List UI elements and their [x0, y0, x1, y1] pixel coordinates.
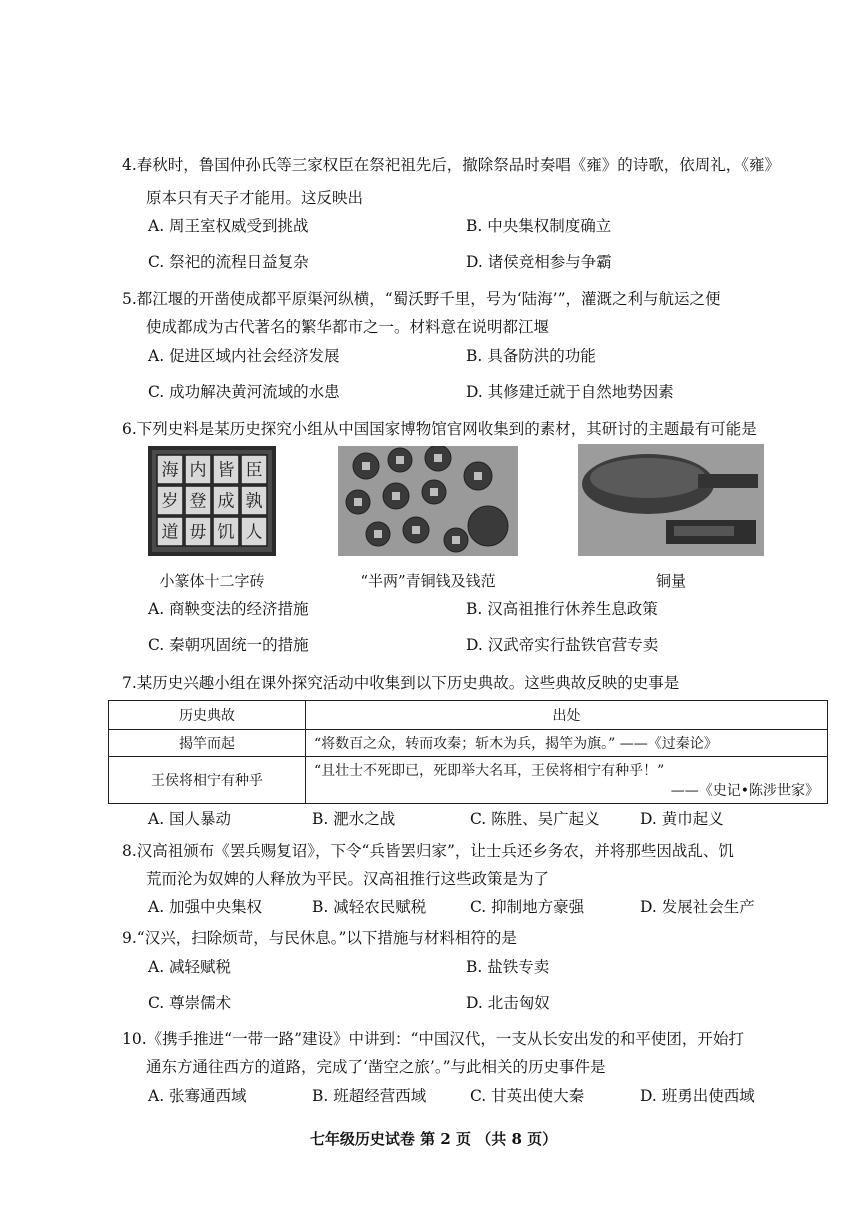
- q10-stem-line2: 通东方通往西方的道路，完成了‘凿空之旅’。”与此相关的历史事件是: [146, 1058, 606, 1076]
- q8-stem-line1: 8.汉高祖颁布《罢兵赐复诏》，下令“兵皆罢归家”，让士兵还乡务农，并将那些因战乱、饥: [122, 842, 734, 860]
- q7-option-d: D. 黄巾起义: [640, 810, 724, 828]
- brick-character: 皆: [217, 460, 235, 481]
- q4-option-a: A. 周王室权威受到挑战: [148, 217, 309, 235]
- q9-option-a: A. 减轻赋税: [148, 958, 232, 976]
- brick-character: 道: [161, 522, 179, 543]
- q7-stem: 7.某历史兴趣小组在课外探究活动中收集到以下历史典故。这些典故反映的史事是: [122, 674, 680, 692]
- table-row: [109, 730, 828, 757]
- q8-option-d: D. 发展社会生产: [640, 898, 755, 916]
- brick-character: 孰: [245, 491, 263, 512]
- q8-option-c: C. 抑制地方豪强: [470, 898, 585, 916]
- seal-brick-image: [148, 446, 276, 556]
- q4-option-b: B. 中央集权制度确立: [466, 217, 612, 235]
- q7-option-b: B. 淝水之战: [312, 810, 396, 828]
- bronze-measure-graphic: [578, 444, 764, 556]
- brick-character: 毋: [189, 522, 207, 543]
- q10-stem-line1: 10.《携手推进“一带一路”建设》中讲到：“中国汉代，一支从长安出发的和平使团，开始打: [122, 1030, 744, 1048]
- brick-character: 人: [245, 522, 263, 543]
- q6-option-d: D. 汉武帝实行盐铁官营专卖: [466, 636, 659, 654]
- q10-option-c: C. 甘英出使大秦: [470, 1087, 585, 1105]
- q4-stem-line1: 4.春秋时，鲁国仲孙氏等三家权臣在祭祀祖先后，撤除祭品时奏唱《雍》的诗歌，依周礼，《雍》: [122, 156, 781, 174]
- brick-character: 饥: [217, 522, 235, 543]
- table-cell-allusion: 王侯将相宁有种乎: [109, 757, 306, 804]
- q7-option-c: C. 陈胜、吴广起义: [470, 810, 600, 828]
- q5-option-a: A. 促进区域内社会经济发展: [148, 347, 340, 365]
- seal-brick-graphic: [148, 446, 276, 556]
- q10-option-a: A. 张骞通西域: [148, 1087, 247, 1105]
- q8-option-a: A. 加强中央集权: [148, 898, 263, 916]
- brick-character: 海: [161, 460, 179, 481]
- q5-option-c: C. 成功解决黄河流域的水患: [148, 383, 340, 401]
- table-cell-source: “将数百之众，转而攻秦；斩木为兵，揭竿为旗。” ——《过秦论》: [306, 730, 828, 757]
- q6-stem: 6.下列史料是某历史探究小组从中国国家博物馆官网收集到的素材，其研讨的主题最有可能是: [122, 420, 757, 438]
- page-footer: 七年级历史试卷 第 2 页 （共 8 页）: [309, 1130, 558, 1148]
- q10-option-d: D. 班勇出使西域: [640, 1087, 755, 1105]
- q4-stem-line2: 原本只有天子才能用。这反映出: [146, 189, 364, 207]
- table-row: [109, 757, 828, 804]
- q4-option-c: C. 祭祀的流程日益复杂: [148, 253, 309, 271]
- table-cell-source: [306, 757, 828, 804]
- q5-option-d: D. 其修建迁就于自然地势因素: [466, 383, 674, 401]
- q7-option-a: A. 国人暴动: [148, 810, 232, 828]
- ban-liang-coins-image: [338, 446, 518, 556]
- brick-character: 内: [189, 460, 207, 481]
- q7-allusion-table: [108, 700, 828, 804]
- brick-character: 登: [189, 491, 207, 512]
- q5-stem-line2: 使成都成为古代著名的繁华都市之一。材料意在说明都江堰: [146, 318, 550, 336]
- table-header-source: 出处: [306, 701, 828, 730]
- q9-option-c: C. 尊崇儒术: [148, 994, 232, 1012]
- q8-option-b: B. 减轻农民赋税: [312, 898, 427, 916]
- table-header-row: [109, 701, 828, 730]
- brick-character: 岁: [161, 491, 179, 512]
- table-header-allusion: 历史典故: [109, 701, 306, 730]
- caption-seal-brick: 小篆体十二字砖: [159, 572, 265, 590]
- q6-option-b: B. 汉高祖推行休养生息政策: [466, 600, 658, 618]
- q8-stem-line2: 荒而沦为奴婢的人释放为平民。汉高祖推行这些政策是为了: [146, 870, 550, 888]
- table-cell-source-line2: ——《史记•陈涉世家》: [670, 783, 819, 799]
- bronze-measure-image: [578, 444, 764, 556]
- brick-character: 成: [217, 491, 235, 512]
- q9-stem: 9.“汉兴，扫除烦苛，与民休息。”以下措施与材料相符的是: [122, 929, 517, 947]
- q10-option-b: B. 班超经营西域: [312, 1087, 427, 1105]
- q6-option-c: C. 秦朝巩固统一的措施: [148, 636, 309, 654]
- q9-option-d: D. 北击匈奴: [466, 994, 550, 1012]
- q6-option-a: A. 商鞅变法的经济措施: [148, 600, 309, 618]
- table-cell-source-line1: “且壮士不死即已，死即举大名耳，王侯将相宁有种乎！”: [314, 763, 665, 779]
- caption-bronze-measure: 铜量: [655, 572, 686, 590]
- q5-option-b: B. 具备防洪的功能: [466, 347, 596, 365]
- caption-coins: “半两”青铜钱及钱范: [360, 572, 496, 590]
- q9-option-b: B. 盐铁专卖: [466, 958, 550, 976]
- q4-option-d: D. 诸侯竞相参与争霸: [466, 253, 612, 271]
- brick-character: 臣: [245, 460, 263, 481]
- coins-graphic: [338, 446, 518, 556]
- table-cell-allusion: 揭竿而起: [109, 730, 306, 757]
- q5-stem-line1: 5.都江堰的开凿使成都平原渠河纵横，“蜀沃野千里，号为‘陆海’”，灌溉之利与航运之便: [122, 290, 721, 308]
